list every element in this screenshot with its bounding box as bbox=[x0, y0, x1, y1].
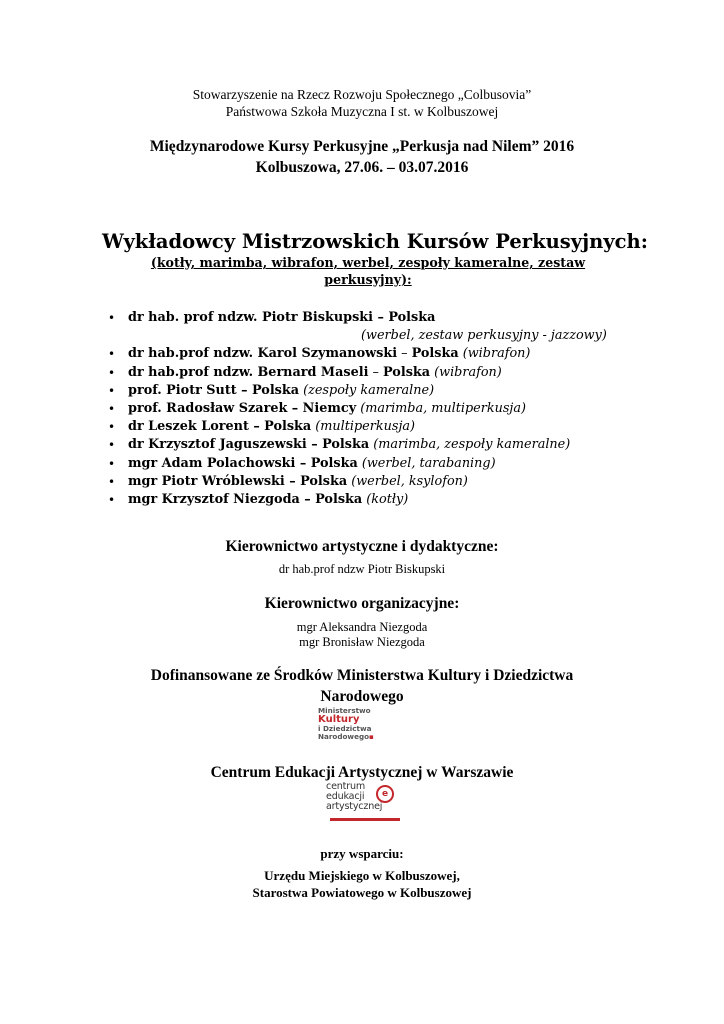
organizational-direction-heading: Kierownictwo organizacyjne: bbox=[264, 595, 460, 612]
lecturer-item bbox=[108, 382, 648, 400]
organizer-1: mgr Aleksandra Niezgoda bbox=[296, 620, 428, 634]
lecturer-country: Polska bbox=[310, 455, 358, 471]
bullet-icon: • bbox=[108, 474, 116, 489]
lecturer-instruments: (werbel, tarabaning) bbox=[361, 455, 496, 471]
lecturer-country: Polska bbox=[322, 437, 370, 453]
lecturer-country: Polska bbox=[388, 310, 436, 325]
cea-logo-line-2: edukacji bbox=[326, 791, 365, 802]
lecturer-name: mgr Krzysztof Niezgoda bbox=[128, 492, 300, 508]
lecturer-name: dr hab.prof ndzw. Bernard Maseli bbox=[128, 364, 369, 380]
cea-logo-line-1: centrum bbox=[326, 781, 365, 792]
lecturer-name: dr Krzysztof Jaguszewski bbox=[128, 437, 307, 453]
lecturer-separator: – bbox=[248, 419, 265, 435]
organizer-2: mgr Bronisław Niezgoda bbox=[299, 635, 425, 649]
cea-logo-underline bbox=[330, 818, 400, 821]
support-line-1: Urzędu Miejskiego w Kolbuszowej, bbox=[264, 868, 460, 883]
ministry-logo-line-1: Ministerstwo bbox=[318, 706, 371, 715]
lecturer-name: dr Leszek Lorent bbox=[128, 419, 249, 435]
lecturer-country: Polska bbox=[411, 346, 459, 362]
org-line-2: Państwowa Szkoła Muzyczna I st. w Kolbuszowej bbox=[225, 104, 499, 119]
bullet-icon: • bbox=[108, 438, 116, 453]
lecturer-name: mgr Piotr Wróblewski bbox=[128, 473, 285, 489]
bullet-icon: • bbox=[108, 456, 116, 471]
lecturer-instruments: (zespoły kameralne) bbox=[303, 382, 435, 398]
lecturer-name: prof. Piotr Sutt bbox=[128, 382, 237, 398]
lecturer-country: Niemcy bbox=[302, 401, 357, 417]
lecturers-heading: Wykładowcy Mistrzowskich Kursów Perkusyjnych: bbox=[102, 230, 648, 253]
lecturer-instruments: (werbel, ksylofon) bbox=[351, 473, 468, 489]
cea-logo-line-3: artystycznej bbox=[326, 801, 383, 812]
lecturer-item bbox=[108, 309, 648, 345]
course-date: Kolbuszowa, 27.06. – 03.07.2016 bbox=[255, 159, 469, 176]
bullet-icon: • bbox=[108, 347, 116, 362]
cea-logo bbox=[326, 782, 406, 826]
lecturer-item bbox=[108, 491, 648, 509]
cea-emblem-icon: e bbox=[376, 785, 394, 803]
lecturer-separator: – bbox=[284, 473, 301, 489]
org-line-1: Stowarzyszenie na Rzecz Rozwoju Społecznego „Colbusovia” bbox=[192, 87, 532, 102]
lecturer-country: Polska bbox=[252, 382, 300, 398]
bullet-icon: • bbox=[108, 420, 116, 435]
lecturer-item bbox=[108, 455, 648, 473]
artistic-director: dr hab.prof ndzw Piotr Biskupski bbox=[278, 562, 446, 576]
organizers-header bbox=[0, 86, 724, 120]
bullet-icon: • bbox=[108, 365, 116, 380]
lecturer-instruments: (marimba, multiperkusja) bbox=[360, 401, 527, 417]
ministry-logo-line-4: Narodowego▪ bbox=[318, 732, 374, 742]
support-line-2: Starostwa Powiatowego w Kolbuszowej bbox=[252, 885, 472, 900]
ministry-logo-line-2: Kultury bbox=[318, 714, 360, 726]
bullet-icon: • bbox=[108, 383, 116, 398]
lecturer-instruments: (multiperkusja) bbox=[315, 419, 416, 435]
ministry-logo-line-3: i Dziedzictwa bbox=[318, 724, 372, 734]
course-name: Międzynarodowe Kursy Perkusyjne „Perkusja nad Nilem” 2016 bbox=[149, 138, 575, 155]
lecturer-country: Polska bbox=[264, 419, 312, 435]
support-label: przy wsparciu: bbox=[320, 846, 404, 861]
lecturer-separator: – bbox=[397, 346, 412, 362]
lecturers-subheading: (kotły, marimba, wibrafon, werbel, zespoły kameralne, zestaw perkusyjny): bbox=[150, 255, 586, 287]
lecturer-instruments: (wibrafon) bbox=[434, 364, 502, 380]
lecturer-country: Polska bbox=[383, 364, 431, 380]
lecturer-name: mgr Adam Polachowski bbox=[128, 455, 296, 471]
lecturer-item bbox=[108, 418, 648, 436]
lecturer-country: Polska bbox=[300, 473, 348, 489]
lecturer-item bbox=[108, 345, 648, 363]
lecturer-instruments: (marimba, zespoły kameralne) bbox=[373, 437, 571, 453]
lecturer-item bbox=[108, 473, 648, 491]
lecturer-instruments: (werbel, zestaw perkusyjny - jazzowy) bbox=[361, 328, 607, 344]
lecturer-separator: – bbox=[295, 455, 311, 471]
lecturer-instruments: (wibrafon) bbox=[462, 346, 531, 362]
lecturer-country: Polska bbox=[315, 492, 363, 508]
lecturer-separator: – bbox=[368, 364, 384, 380]
funding-statement bbox=[0, 665, 724, 707]
support-institutions bbox=[0, 867, 724, 901]
funding-line-2: Narodowego bbox=[320, 688, 404, 705]
bullet-icon: • bbox=[108, 493, 116, 508]
lecturer-separator: – bbox=[236, 382, 252, 398]
lecturer-separator: – bbox=[299, 492, 316, 508]
lecturer-separator: – bbox=[287, 401, 303, 417]
lecturer-name: prof. Radosław Szarek bbox=[128, 401, 288, 417]
lecturer-name: dr hab. prof ndzw. Piotr Biskupski bbox=[128, 310, 374, 325]
bullet-icon: • bbox=[108, 311, 116, 325]
lecturer-item bbox=[108, 364, 648, 382]
course-title bbox=[0, 136, 724, 178]
lecturer-name: dr hab.prof ndzw. Karol Szymanowski bbox=[128, 346, 398, 362]
bullet-icon: • bbox=[108, 402, 116, 417]
artistic-direction-heading: Kierownictwo artystyczne i dydaktyczne: bbox=[225, 538, 499, 555]
lecturer-separator: – bbox=[306, 437, 323, 453]
ministry-culture-logo bbox=[318, 707, 398, 742]
lecturer-item bbox=[108, 400, 648, 418]
cea-heading: Centrum Edukacji Artystycznej w Warszawie bbox=[210, 764, 514, 781]
funding-line-1: Dofinansowane ze Środków Ministerstwa Kultury i Dziedzictwa bbox=[150, 667, 574, 684]
lecturer-separator: – bbox=[373, 310, 389, 325]
lecturer-list bbox=[108, 309, 648, 509]
lecturer-instruments: (kotły) bbox=[366, 492, 409, 508]
lecturer-item bbox=[108, 436, 648, 454]
